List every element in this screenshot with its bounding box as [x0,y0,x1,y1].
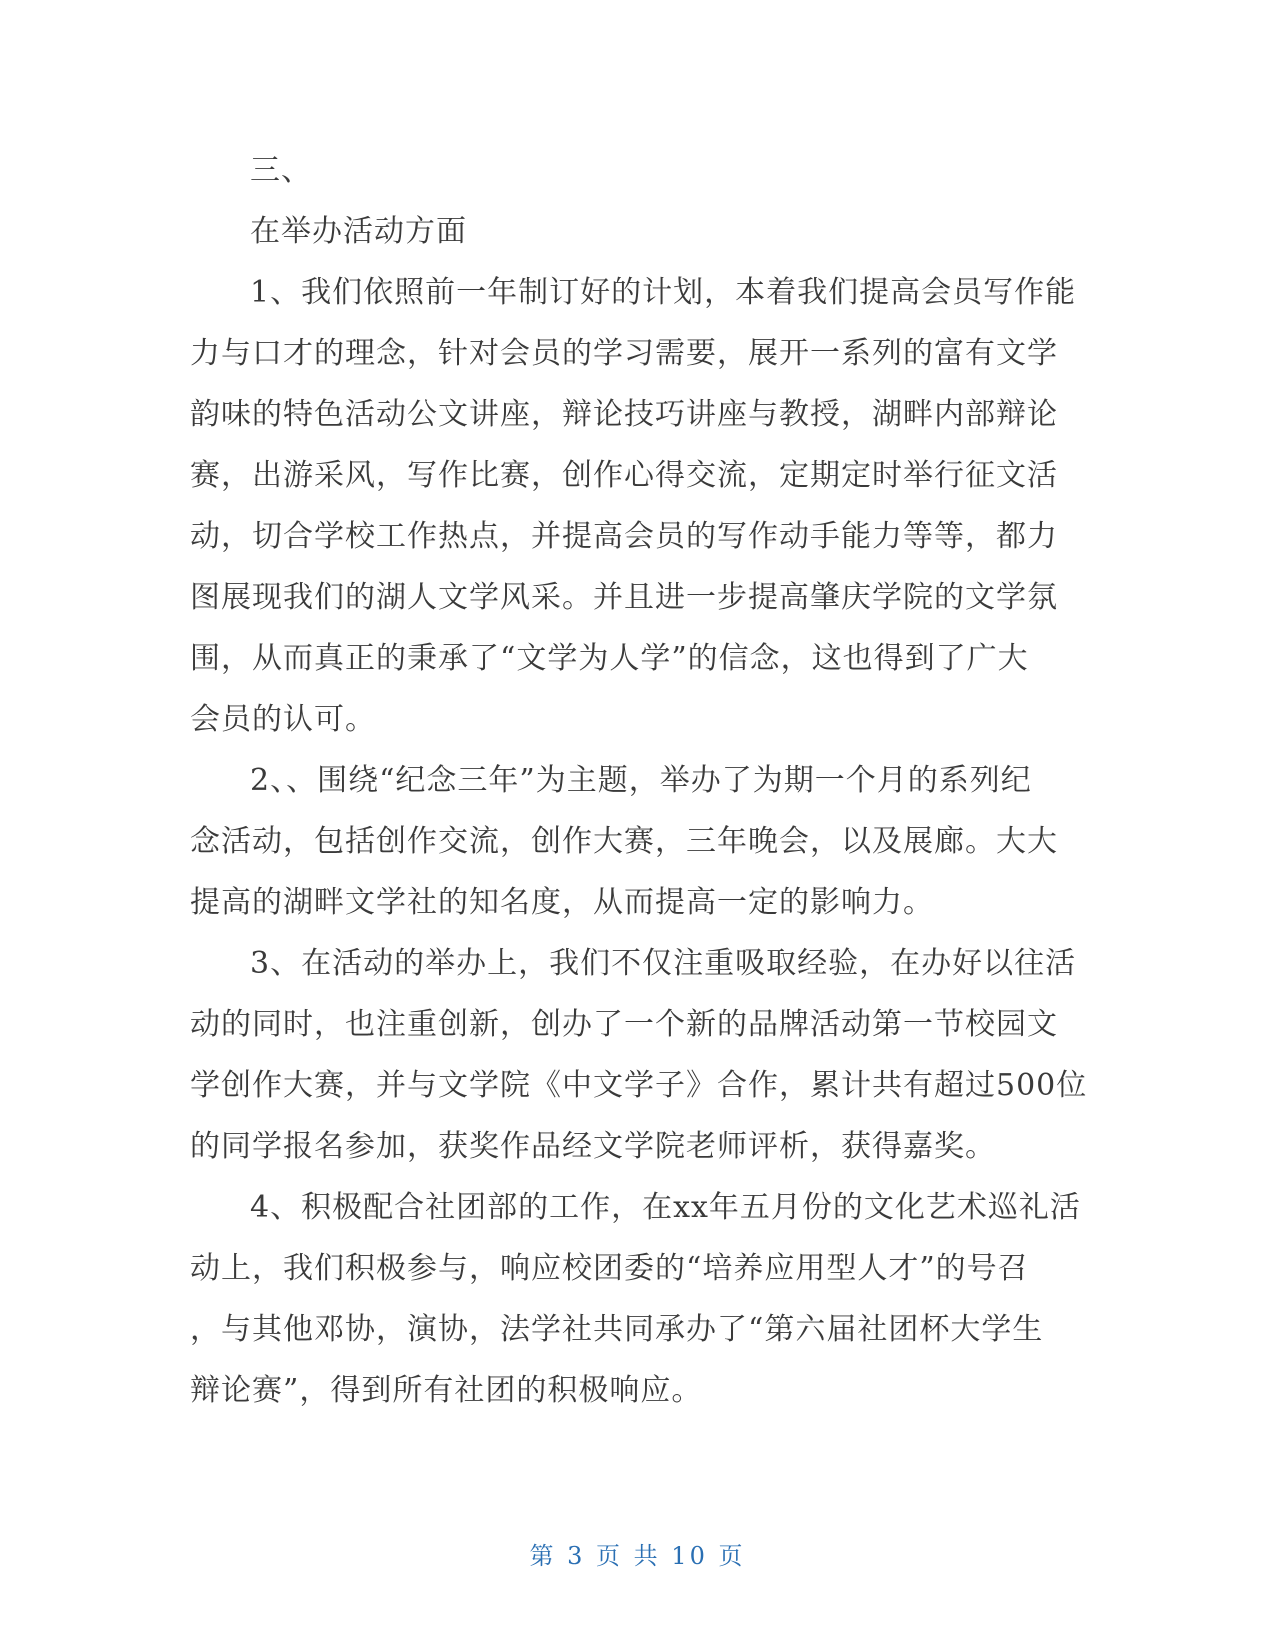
paragraph-3-line: 学创作大赛，并与文学院《中文学子》合作，累计共有超过500位 [190,1068,1088,1103]
paragraph-4-line: 动上，我们积极参与，响应校团委的“培养应用型人才”的号召 [190,1251,1029,1286]
paragraph-1-line: 1、我们依照前一年制订好的计划，本着我们提高会员写作能 [250,275,1077,310]
paragraph-3-line: 的同学报名参加，获奖作品经文学院老师评析，获得嘉奖。 [190,1129,996,1164]
page-number-footer: 第 3 页 共 10 页 [529,1542,746,1570]
paragraph-4-line: 4、积极配合社团部的工作，在xx年五月份的文化艺术巡礼活 [250,1190,1081,1225]
paragraph-3-line: 3、在活动的举办上，我们不仅注重吸取经验，在办好以往活 [250,946,1077,981]
paragraph-3-line: 动的同时，也注重创新，创办了一个新的品牌活动第一节校园文 [190,1007,1058,1042]
paragraph-4-line: 辩论赛”，得到所有社团的积极响应。 [190,1373,703,1408]
section-subheading: 在举办活动方面 [250,214,467,249]
paragraph-1-line: 韵味的特色活动公文讲座，辩论技巧讲座与教授，湖畔内部辩论 [190,397,1058,432]
paragraph-1-line: 围，从而真正的秉承了“文学为人学”的信念，这也得到了广大 [190,641,1029,676]
paragraph-1-line: 会员的认可。 [190,702,376,737]
paragraph-1-line: 图展现我们的湖人文学风采。并且进一步提高肇庆学院的文学氛 [190,580,1058,615]
paragraph-1-line: 力与口才的理念，针对会员的学习需要，展开一系列的富有文学 [190,336,1058,371]
paragraph-2-line: 2、、围绕“纪念三年”为主题，举办了为期一个月的系列纪 [250,763,1032,798]
paragraph-1-line: 动，切合学校工作热点，并提高会员的写作动手能力等等，都力 [190,519,1058,554]
paragraph-1-line: 赛，出游采风，写作比赛，创作心得交流，定期定时举行征文活 [190,458,1058,493]
paragraph-2-line: 念活动，包括创作交流，创作大赛，三年晚会，以及展廊。大大 [190,824,1058,859]
paragraph-2-line: 提高的湖畔文学社的知名度，从而提高一定的影响力。 [190,885,934,920]
document-body [190,140,1088,1421]
section-heading: 三、 [250,153,312,188]
paragraph-4-line: ，与其他邓协，演协，法学社共同承办了“第六届社团杯大学生 [190,1312,1044,1347]
